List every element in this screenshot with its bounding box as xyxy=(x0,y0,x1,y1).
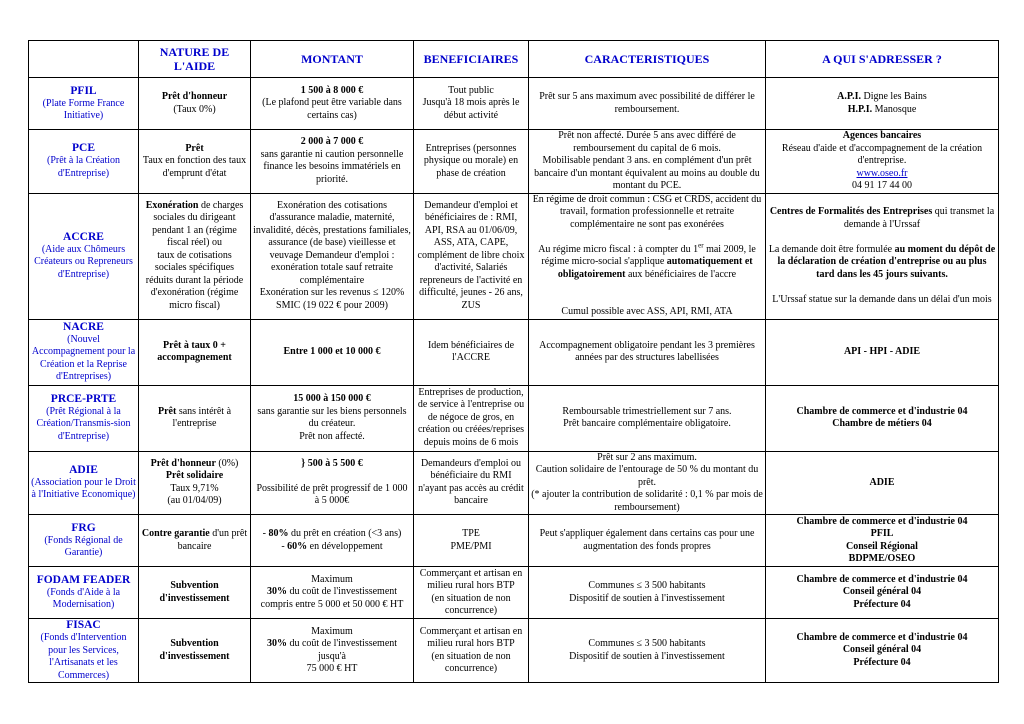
beneficiaires-cell xyxy=(414,385,529,451)
caracteristiques-text: Prêt non affecté. Durée 5 ans avec différé de remboursement du capital de 6 mois. Mobilisable pendant 3 ans. en complément d'un prêt bancaire d'un montant équivalent au moins au double du montant du PCE. xyxy=(534,130,760,191)
table-row xyxy=(29,78,999,130)
montant-part: sans garantie ni caution personnelle finance les besoins immatériels en priorité. xyxy=(260,148,404,185)
table-row xyxy=(29,567,999,619)
adresser-cell xyxy=(766,385,999,451)
caracteristiques-text: Peut s'appliquer également dans certains cas pour une augmentation des fonds propres xyxy=(539,528,755,552)
caracteristiques-part: En régime de droit commun : CSG et CRDS, accident du travail, formation professionnelle et retraite complémentaire ne sont pas exonérées xyxy=(532,193,762,230)
header-montant: MONTANT xyxy=(251,41,414,78)
aid-name: PCE xyxy=(72,142,95,155)
beneficiaires-text: Idem bénéficiaires de l'ACCRE xyxy=(427,339,515,363)
aid-subtitle: (Prêt à la Création d'Entreprise) xyxy=(46,155,121,179)
nature-part: Prêt xyxy=(185,142,204,154)
caracteristiques-cell xyxy=(529,619,766,683)
nature-cell xyxy=(139,451,251,515)
montant-cell xyxy=(251,567,414,619)
aid-table-container xyxy=(28,40,999,683)
adresser-part: Chambre de commerce et d'industrie 04 Conseil général 04 Préfecture 04 xyxy=(796,573,968,610)
caracteristiques-part: automatiquement et obligatoirement xyxy=(557,256,753,280)
nature-part: Prêt d'honneur xyxy=(150,457,216,469)
beneficiaires-cell xyxy=(414,567,529,619)
header-adresser: A QUI S'ADRESSER ? xyxy=(766,41,999,78)
table-row xyxy=(29,515,999,567)
nature-cell xyxy=(139,619,251,683)
montant-cell xyxy=(251,78,414,130)
aid-name: NACRE xyxy=(63,320,104,333)
montant-part: Maximum xyxy=(311,573,353,585)
aid-name-cell xyxy=(29,451,139,515)
caracteristiques-cell xyxy=(529,78,766,130)
adresser-cell xyxy=(766,78,999,130)
adresser-part: Chambre de commerce et d'industrie 04 Conseil général 04 Préfecture 04 xyxy=(796,631,968,668)
beneficiaires-text: Tout public Jusqu'à 18 mois après le début activité xyxy=(422,84,520,121)
adresser-part: qui transmet la demande à l'Urssaf La demande doit être formulée xyxy=(768,206,995,255)
table-row xyxy=(29,619,999,683)
caracteristiques-cell xyxy=(529,130,766,194)
beneficiaires-cell xyxy=(414,78,529,130)
beneficiaires-cell xyxy=(414,193,529,319)
aid-name-cell xyxy=(29,319,139,385)
table-row xyxy=(29,193,999,319)
montant-part: Maximum xyxy=(311,625,353,637)
beneficiaires-cell xyxy=(414,130,529,194)
aid-subtitle: (Fonds d'Aide à la Modernisation) xyxy=(46,586,121,610)
adresser-part: A.P.I. xyxy=(837,91,861,102)
adresser-part: L'Urssaf statue sur la demande dans un délai d'un mois xyxy=(772,293,992,305)
nature-cell xyxy=(139,319,251,385)
nature-part: sans intérêt à l'entreprise xyxy=(172,405,232,429)
oseo-link[interactable]: www.oseo.fr xyxy=(856,167,908,179)
nature-cell xyxy=(139,193,251,319)
beneficiaires-text: Demandeur d'emploi et bénéficiaires de : RMI, API, RSA au 01/06/09, ASS, ATA, CAPE, complément de libre choix d'activité, Salariés repreneurs de l'activité en difficulté, jeunes - 26 ans, ZUS xyxy=(417,199,525,311)
aid-subtitle: (Fonds d'Intervention pour les Services, l'Artisanats et les Commerces) xyxy=(40,632,127,681)
table-row xyxy=(29,385,999,451)
aid-name-cell xyxy=(29,385,139,451)
caracteristiques-text: Communes ≤ 3 500 habitants Dispositif de soutien à l'investissement xyxy=(569,638,725,662)
adresser-part: H.P.I. xyxy=(847,103,873,115)
adresser-part: ADIE xyxy=(869,476,895,488)
aid-table-body xyxy=(29,78,999,683)
montant-cell xyxy=(251,193,414,319)
nature-part: Exonération xyxy=(145,199,199,211)
aid-name-cell xyxy=(29,619,139,683)
caracteristiques-part: aux bénéficiaires de l'accre Cumul possible avec ASS, API, RMI, ATA xyxy=(561,268,737,317)
nature-part: Subvention d'investissement xyxy=(159,638,230,662)
aid-name-cell xyxy=(29,567,139,619)
caracteristiques-text: Accompagnement obligatoire pendant les 3 premières années par des structures labellisées xyxy=(539,339,755,363)
montant-part: sans garantie sur les biens personnels du créateur. Prêt non affecté. xyxy=(257,405,407,442)
montant-part: 2 000 à 7 000 € xyxy=(300,136,364,148)
montant-part: du coût de l'investissement jusqu'à 75 000 € HT xyxy=(289,638,398,674)
montant-part: 60% xyxy=(287,540,308,552)
header-row xyxy=(29,41,999,78)
adresser-part: Digne les Bains xyxy=(860,91,927,102)
nature-cell xyxy=(139,78,251,130)
nature-part: Prêt à taux 0 + accompagnement xyxy=(157,339,232,363)
montant-part: 80% xyxy=(268,528,289,539)
beneficiaires-text: Demandeurs d'emploi ou bénéficiaire du RMI n'ayant pas accès au crédit bancaire xyxy=(418,457,524,507)
aid-subtitle: (Aide aux Chômeurs Créateurs ou Repreneurs d'Entreprise) xyxy=(34,243,133,280)
caracteristiques-cell xyxy=(529,567,766,619)
montant-part: du prêt en création (<3 ans) - xyxy=(281,528,402,552)
caracteristiques-part: mai 2009, le régime micro-social s'applique xyxy=(541,243,756,267)
nature-part: Taux en fonction des taux d'emprunt d'état xyxy=(142,155,247,179)
caracteristiques-cell xyxy=(529,385,766,451)
montant-cell xyxy=(251,385,414,451)
adresser-part: Chambre de commerce et d'industrie 04 Chambre de métiers 04 xyxy=(796,405,968,429)
montant-part: Exonération des cotisations d'assurance maladie, maternité, invalidité, décès, prestations familiales, assurance (de base) vieillesse et veuvage Demandeur d'emploi : exonération totale sauf retraite complémentaire Exonération sur les revenus ≤ 120% SMIC (19 022 € pour 2009) xyxy=(253,199,411,311)
aid-name: FISAC xyxy=(66,619,101,631)
beneficiaires-cell xyxy=(414,619,529,683)
adresser-cell xyxy=(766,451,999,515)
header-nature: NATURE DE L'AIDE xyxy=(139,41,251,78)
nature-part: (0%) xyxy=(215,457,239,469)
nature-part: Contre garantie xyxy=(141,528,210,539)
aid-name: ADIE xyxy=(69,463,98,476)
adresser-part: Agences bancaires xyxy=(842,130,922,141)
nature-part: de charges sociales du dirigeant pendant 1 an (régime fiscal réel) ou taux de cotisations sociales spécifiques réduits durant la période d'exonération (régime micro fiscal) xyxy=(145,199,244,311)
montant-part: Entre 1 000 et 10 000 € xyxy=(283,345,381,357)
caracteristiques-text: Prêt sur 5 ans maximum avec possibilité de différer le remboursement. xyxy=(539,91,755,115)
header-caracteristiques: CARACTERISTIQUES xyxy=(529,41,766,78)
beneficiaires-text: Commerçant et artisan en milieu rural hors BTP (en situation de non concurrence) xyxy=(419,625,523,674)
beneficiaires-cell xyxy=(414,319,529,385)
adresser-cell xyxy=(766,515,999,567)
montant-cell xyxy=(251,130,414,194)
table-row xyxy=(29,451,999,515)
nature-part: Taux 9,71% (au 01/04/09) xyxy=(167,482,222,507)
montant-part: en développement xyxy=(307,540,383,552)
caracteristiques-part: Au régime micro fiscal : à compter du 1 xyxy=(538,243,699,255)
nature-cell xyxy=(139,515,251,567)
aid-subtitle: (Fonds Régional de Garantie) xyxy=(44,534,123,558)
aid-subtitle: (Nouvel Accompagnement pour la Création et la Reprise d'Entreprises) xyxy=(31,333,136,382)
beneficiaires-text: Commerçant et artisan en milieu rural hors BTP (en situation de non concurrence) xyxy=(419,567,523,616)
table-row xyxy=(29,319,999,385)
nature-cell xyxy=(139,130,251,194)
header-blank xyxy=(29,41,139,78)
nature-cell xyxy=(139,385,251,451)
montant-part: (Le plafond peut être variable dans certains cas) xyxy=(262,97,402,121)
aid-name-cell xyxy=(29,515,139,567)
caracteristiques-cell xyxy=(529,193,766,319)
adresser-cell xyxy=(766,130,999,194)
montant-cell xyxy=(251,319,414,385)
montant-part: du coût de l'investissement compris entre 5 000 et 50 000 € HT xyxy=(260,586,404,610)
adresser-cell xyxy=(766,193,999,319)
adresser-part: Chambre de commerce et d'industrie 04 PFIL Conseil Régional BDPME/OSEO xyxy=(796,515,968,564)
header-beneficiaires: BENEFICIAIRES xyxy=(414,41,529,78)
beneficiaires-text: TPE PME/PMI xyxy=(450,528,492,552)
adresser-part: Réseau d'aide et d'accompagnement de la création d'entreprise. xyxy=(781,142,983,166)
caracteristiques-cell xyxy=(529,451,766,515)
aid-name-cell xyxy=(29,193,139,319)
caracteristiques-text: Communes ≤ 3 500 habitants Dispositif de soutien à l'investissement xyxy=(569,580,725,604)
caracteristiques-cell xyxy=(529,515,766,567)
aid-name: PRCE-PRTE xyxy=(50,392,117,405)
aid-subtitle: (Plate Forme France Initiative) xyxy=(42,97,125,121)
table-row xyxy=(29,130,999,194)
aid-name: PFIL xyxy=(70,84,97,97)
adresser-part: Centres de Formalités des Entreprises xyxy=(769,206,933,217)
nature-part: Prêt d'honneur xyxy=(161,91,228,102)
montant-part: } 500 à 5 500 € xyxy=(301,457,363,469)
montant-cell xyxy=(251,515,414,567)
montant-part: Possibilité de prêt progressif de 1 000 à 5 000€ xyxy=(256,482,408,507)
nature-part: Prêt solidaire xyxy=(165,470,224,482)
montant-part: 15 000 à 150 000 € xyxy=(293,393,371,404)
phone-number: 04 91 17 44 00 xyxy=(852,180,912,191)
aid-name: FRG xyxy=(71,521,96,534)
aid-name-cell xyxy=(29,130,139,194)
aid-name: FODAM FEADER xyxy=(36,573,131,586)
adresser-cell xyxy=(766,567,999,619)
adresser-part: API - HPI - ADIE xyxy=(843,345,921,357)
beneficiaires-cell xyxy=(414,451,529,515)
nature-part: Prêt xyxy=(157,405,177,417)
nature-part: (Taux 0%) xyxy=(173,103,216,115)
adresser-cell xyxy=(766,319,999,385)
montant-cell xyxy=(251,619,414,683)
adresser-part: Manosque xyxy=(872,103,917,115)
aid-table xyxy=(28,40,999,683)
caracteristiques-cell xyxy=(529,319,766,385)
adresser-cell xyxy=(766,619,999,683)
nature-cell xyxy=(139,567,251,619)
montant-part: - xyxy=(262,528,269,539)
aid-subtitle: (Prêt Régional à la Création/Transmis-sion d'Entreprise) xyxy=(36,405,131,442)
montant-part: 30% xyxy=(266,638,287,649)
beneficiaires-text: Entreprises de production, de service à l'entreprise ou de négoce de gros, en création ou créées/reprises depuis moins de 6 mois xyxy=(417,386,525,448)
aid-subtitle: (Association pour le Droit à l'Initiative Economique) xyxy=(31,476,136,501)
montant-part: 1 500 à 8 000 € xyxy=(300,84,364,96)
montant-part: 30% xyxy=(266,586,287,598)
caracteristiques-part: er xyxy=(698,241,704,250)
aid-name-cell xyxy=(29,78,139,130)
caracteristiques-text: Remboursable trimestriellement sur 7 ans. Prêt bancaire complémentaire obligatoire. xyxy=(562,405,732,429)
beneficiaires-cell xyxy=(414,515,529,567)
aid-name: ACCRE xyxy=(63,230,104,243)
adresser-part: au moment du dépôt de la déclaration de création d'entreprise ou au plus tard dans les 45 jours suivants. xyxy=(777,243,996,280)
nature-part: Subvention d'investissement xyxy=(159,580,230,604)
montant-cell xyxy=(251,451,414,515)
beneficiaires-text: Entreprises (personnes physique ou morale) en phase de création xyxy=(423,142,519,179)
caracteristiques-text: Prêt sur 2 ans maximum. Caution solidaire de l'entourage de 50 % du montant du prêt. (* ajouter la contribution de solidarité : 0,1 % par mois de remboursement) xyxy=(531,451,763,513)
nature-part: d'un prêt bancaire xyxy=(177,528,248,552)
